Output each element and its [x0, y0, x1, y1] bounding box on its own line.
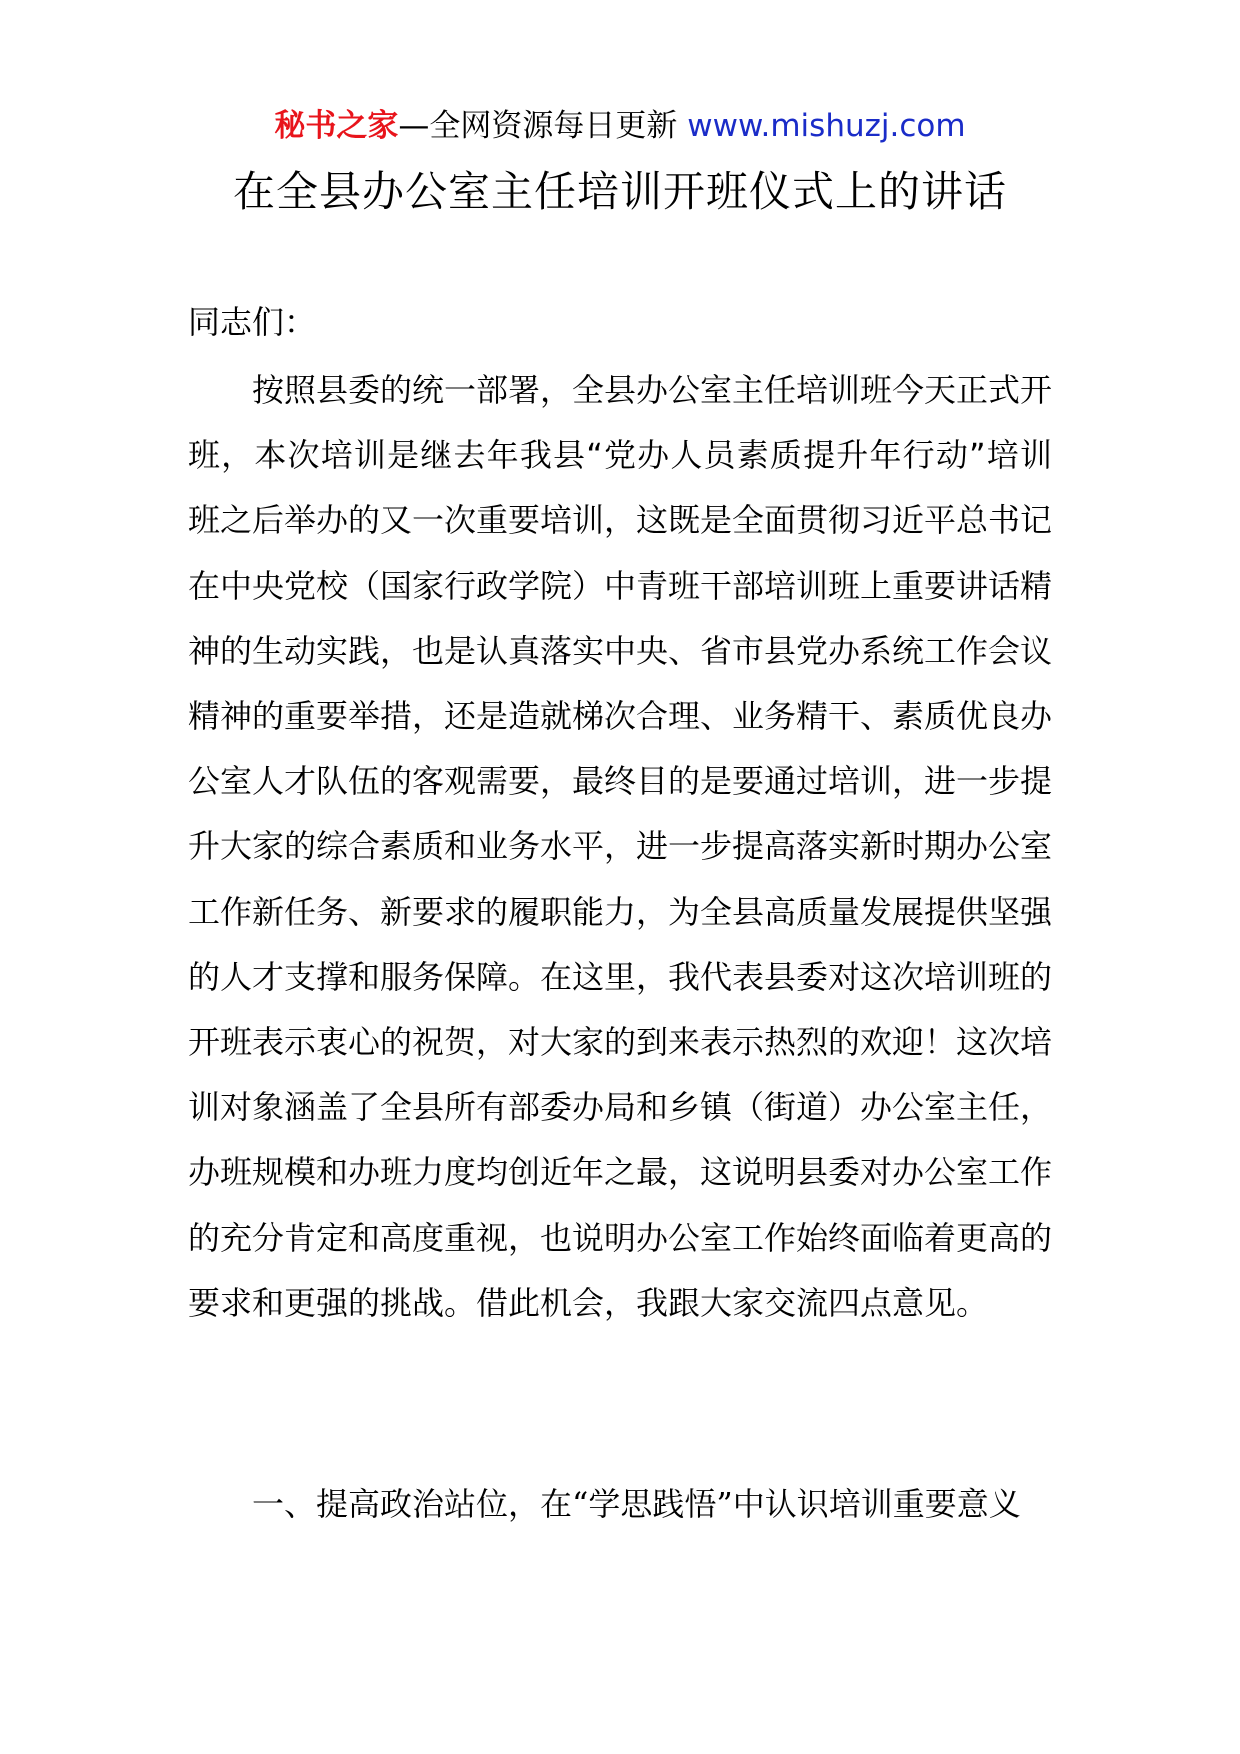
site-url-link[interactable]: www.mishuzj.com — [687, 108, 966, 144]
brand-name: 秘书之家 — [274, 108, 399, 144]
site-banner — [0, 104, 1240, 148]
section-heading: 一、提高政治站位，在“学思践悟”中认识培训重要意义 — [252, 1485, 1021, 1523]
document-title: 在全县办公室主任培训开班仪式上的讲话 — [232, 167, 1007, 216]
salutation: 同志们： — [188, 303, 317, 341]
body-paragraph: 按照县委的统一部署，全县办公室主任培训班今天正式开班，本次培训是继去年我县“党办人员素质提升年行动”培训班之后举办的又一次重要培训，这既是全面贯彻习近平总书记在中央党校（国家行政学院）中青班干部培训班上重要讲话精神的生动实践，也是认真落实中央、省市县党办系统工作会议精神的重要举措，还是造就梯次合理、业务精干、素质优良办公室人才队伍的客观需要，最终目的是要通过培训，进一步提升大家的综合素质和业务水平，进一步提高落实新时期办公室工作新任务、新要求的履职能力，为全县高质量发展提供坚强的人才支撑和服务保障。在这里，我代表县委对这次培训班的开班表示衷心的祝贺，对大家的到来表示热烈的欢迎！这次培训对象涵盖了全县所有部委办局和乡镇（街道）办公室主任，办班规模和办班力度均创近年之最，这说明县委对办公室工作的充分肯定和高度重视，也说明办公室工作始终面临着更高的要求和更强的挑战。借此机会，我跟大家交流四点意见。 — [188, 371, 1053, 1322]
banner-tagline: —全网资源每日更新 — [398, 108, 688, 144]
